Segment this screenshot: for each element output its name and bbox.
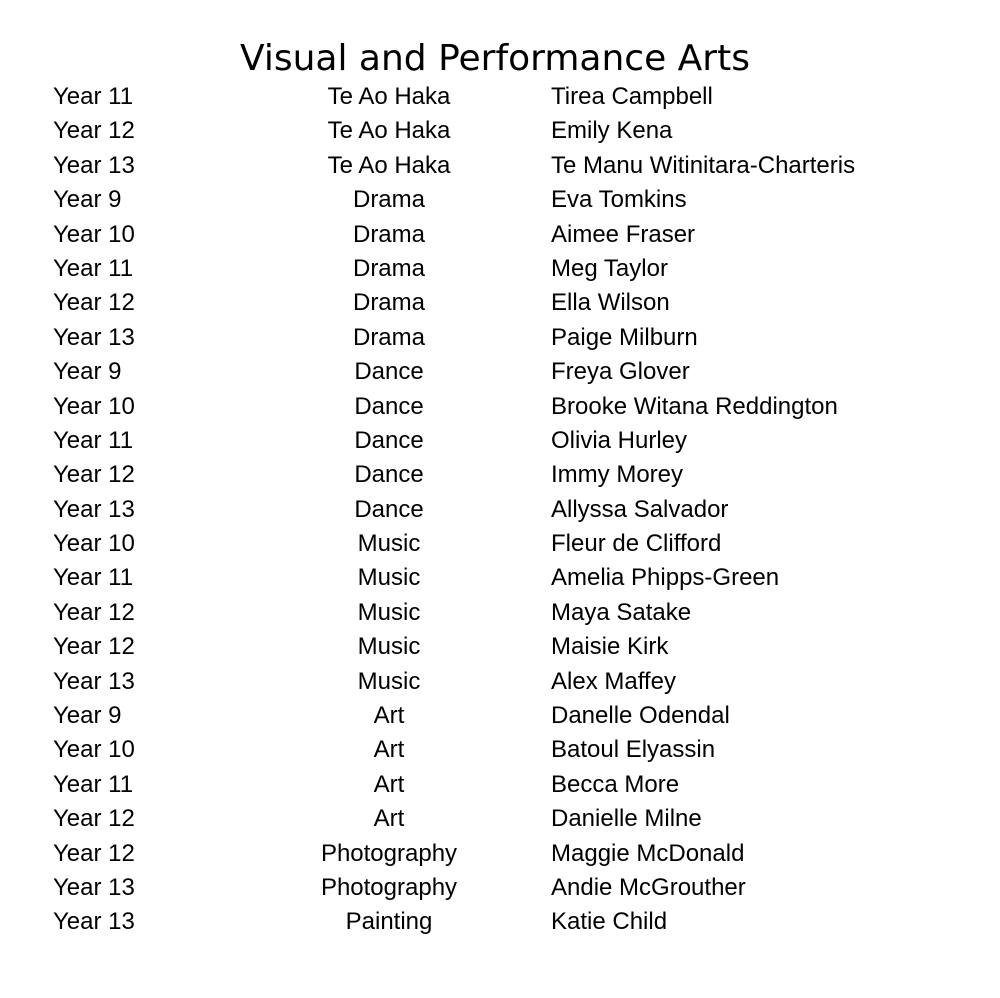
award-row — [0, 252, 1000, 286]
award-row — [0, 905, 1000, 939]
subject-name: Drama — [352, 289, 425, 317]
year-level: Year 11 — [53, 564, 134, 592]
student-name: Katie Child — [551, 908, 668, 936]
student-name: Paige Milburn — [551, 323, 698, 351]
student-name: Brooke Witana Reddington — [551, 392, 838, 420]
student-name: Immy Morey — [551, 461, 683, 489]
year-level: Year 12 — [53, 805, 135, 833]
year-level: Year 9 — [53, 186, 122, 214]
student-name: Fleur de Clifford — [551, 530, 722, 558]
student-name: Ella Wilson — [551, 289, 670, 317]
year-level: Year 10 — [53, 392, 135, 420]
award-row — [0, 114, 1000, 148]
subject-name: Drama — [352, 254, 425, 282]
year-level: Year 10 — [53, 736, 135, 764]
subject-name: Art — [373, 702, 405, 730]
student-name: Alex Maffey — [551, 667, 676, 695]
student-name: Aimee Fraser — [551, 220, 696, 248]
award-row — [0, 837, 1000, 871]
year-level: Year 12 — [53, 461, 135, 489]
award-row — [0, 424, 1000, 458]
subject-name: Music — [357, 667, 421, 695]
award-row — [0, 802, 1000, 836]
award-row — [0, 355, 1000, 389]
student-name: Meg Taylor — [551, 254, 668, 282]
award-row — [0, 733, 1000, 767]
student-name: Tirea Campbell — [551, 83, 713, 110]
student-name: Te Manu Witinitara-Charteris — [551, 151, 856, 179]
award-row — [0, 390, 1000, 424]
year-level: Year 9 — [53, 358, 122, 386]
year-level: Year 13 — [53, 667, 135, 695]
subject-name: Dance — [354, 461, 424, 489]
year-level: Year 10 — [53, 530, 135, 558]
year-level: Year 9 — [53, 702, 122, 730]
page-title: Visual and Performance Arts — [240, 38, 750, 79]
subject-name: Music — [357, 530, 421, 558]
student-name: Eva Tomkins — [551, 186, 687, 214]
subject-name: Dance — [354, 495, 424, 523]
subject-name: Photography — [320, 839, 458, 867]
student-name: Allyssa Salvador — [551, 495, 729, 523]
award-row — [0, 630, 1000, 664]
subject-name: Music — [357, 564, 421, 592]
subject-name: Art — [373, 736, 405, 764]
subject-name: Art — [373, 770, 405, 798]
year-level: Year 11 — [53, 770, 134, 798]
student-name: Andie McGrouther — [551, 873, 746, 901]
year-level: Year 13 — [53, 151, 135, 179]
award-row — [0, 768, 1000, 802]
award-row — [0, 699, 1000, 733]
subject-name: Te Ao Haka — [327, 83, 451, 110]
award-row — [0, 871, 1000, 905]
year-level: Year 11 — [53, 426, 134, 454]
award-row — [0, 183, 1000, 217]
year-level: Year 12 — [53, 633, 135, 661]
award-row — [0, 80, 1000, 114]
year-level: Year 13 — [53, 495, 135, 523]
year-level: Year 12 — [53, 839, 135, 867]
subject-name: Art — [373, 805, 405, 833]
subject-name: Photography — [320, 873, 458, 901]
student-name: Danielle Milne — [551, 805, 702, 833]
year-level: Year 12 — [53, 117, 135, 145]
subject-name: Dance — [354, 426, 424, 454]
subject-name: Drama — [352, 323, 425, 351]
year-level: Year 13 — [53, 873, 135, 901]
subject-name: Drama — [352, 220, 425, 248]
award-row — [0, 493, 1000, 527]
student-name: Maya Satake — [551, 598, 692, 626]
year-level: Year 13 — [53, 908, 135, 936]
subject-name: Te Ao Haka — [327, 117, 451, 145]
award-row — [0, 286, 1000, 320]
subject-name: Dance — [354, 392, 424, 420]
student-name: Olivia Hurley — [551, 426, 688, 454]
year-level: Year 11 — [53, 254, 134, 282]
student-name: Danelle Odendal — [551, 702, 730, 730]
student-name: Batoul Elyassin — [551, 736, 716, 764]
award-row — [0, 458, 1000, 492]
year-level: Year 12 — [53, 598, 135, 626]
student-name: Freya Glover — [551, 358, 690, 386]
student-name: Becca More — [551, 770, 680, 798]
year-level: Year 13 — [53, 323, 135, 351]
year-level: Year 11 — [53, 83, 134, 110]
subject-name: Drama — [352, 186, 425, 214]
year-level: Year 10 — [53, 220, 135, 248]
award-row — [0, 561, 1000, 595]
award-row — [0, 149, 1000, 183]
student-name: Maisie Kirk — [551, 633, 669, 661]
student-name: Emily Kena — [551, 117, 673, 145]
award-row — [0, 321, 1000, 355]
award-row — [0, 596, 1000, 630]
subject-name: Music — [357, 598, 421, 626]
award-row — [0, 665, 1000, 699]
student-name: Amelia Phipps-Green — [551, 564, 780, 592]
award-row — [0, 218, 1000, 252]
subject-name: Dance — [354, 358, 424, 386]
award-list — [0, 80, 1000, 940]
subject-name: Painting — [345, 908, 433, 936]
subject-name: Music — [357, 633, 421, 661]
student-name: Maggie McDonald — [551, 839, 745, 867]
subject-name: Te Ao Haka — [327, 151, 451, 179]
year-level: Year 12 — [53, 289, 135, 317]
award-row — [0, 527, 1000, 561]
